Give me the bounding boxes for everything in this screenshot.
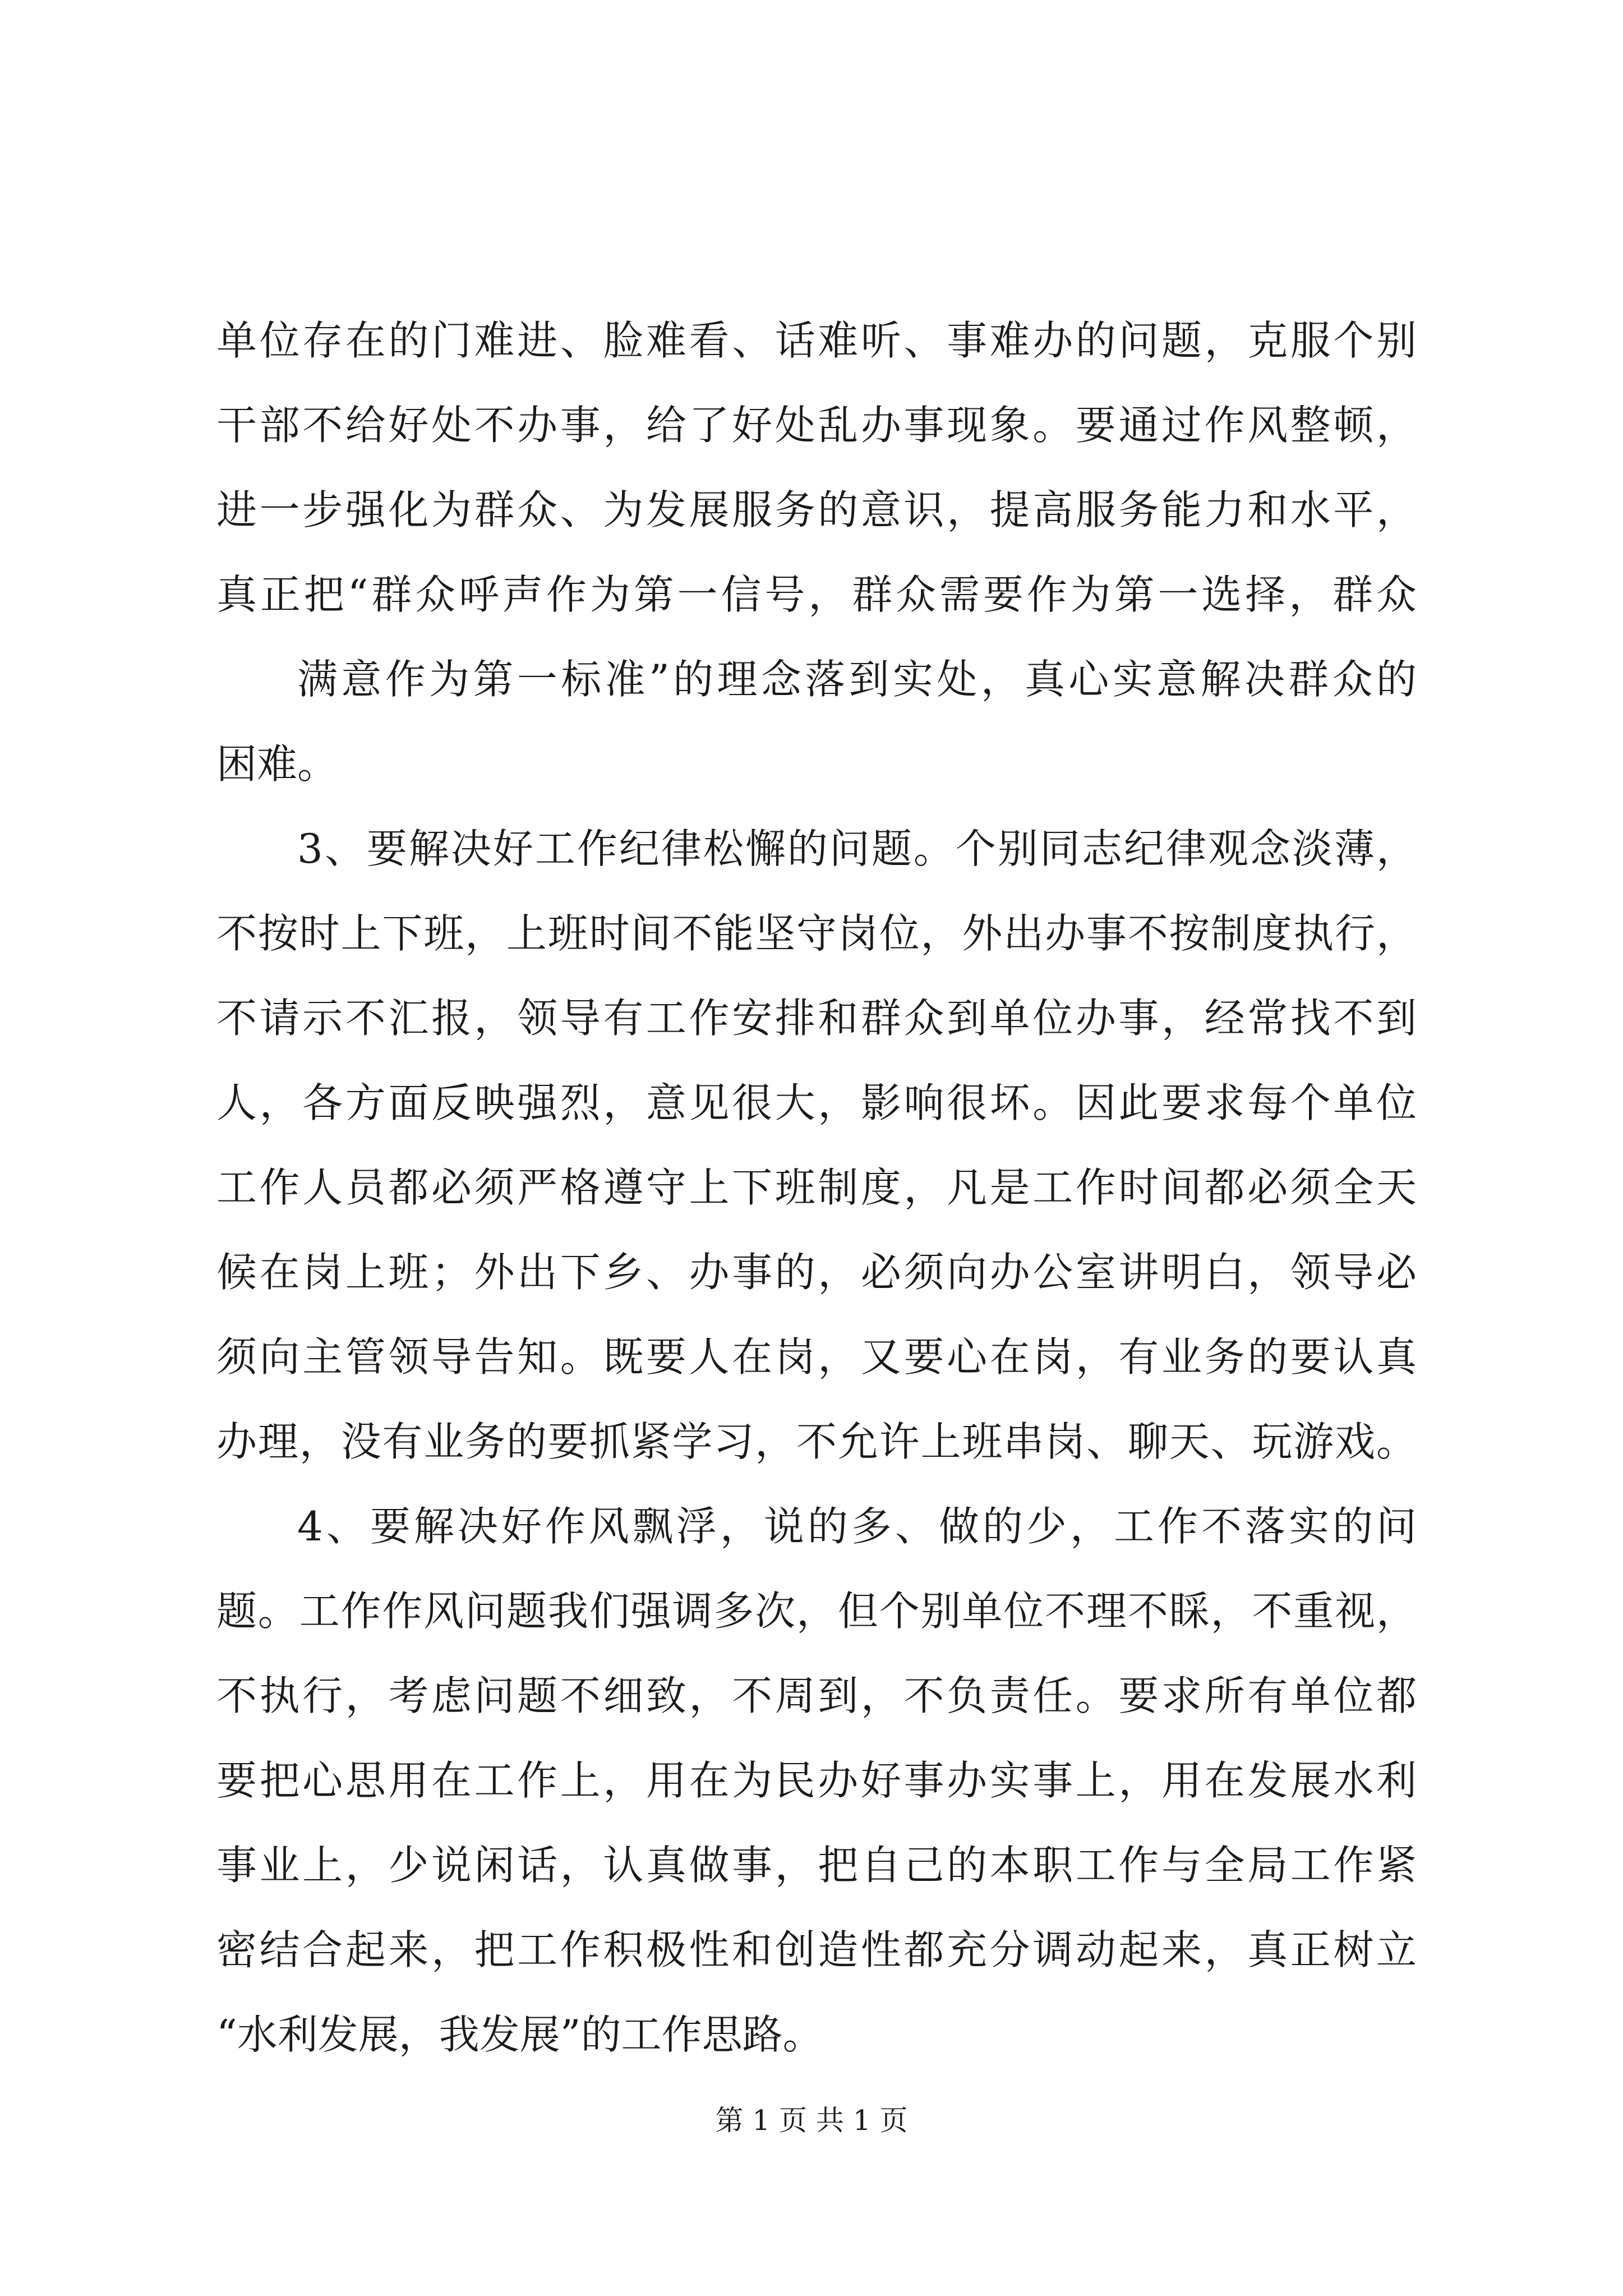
paragraph-line: 要把心思用在工作上，用在为民办好事办实事上，用在发展水利 (216, 1757, 1417, 1804)
paragraph-line: 真正把“群众呼声作为第一信号，群众需要作为第一选择，群众 (216, 571, 1417, 618)
page-footer: 第 1 页 共 1 页 (715, 2104, 908, 2137)
paragraph-line: 干部不给好处不办事，给了好处乱办事现象。要通过作风整顿， (216, 402, 1417, 449)
paragraph-line: 办理，没有业务的要抓紧学习，不允许上班串岗、聊天、玩游戏。 (216, 1418, 1417, 1465)
paragraph-line: 事业上，少说闲话，认真做事，把自己的本职工作与全局工作紧 (216, 1842, 1417, 1889)
paragraph-line: 须向主管领导告知。既要人在岗，又要心在岗，有业务的要认真 (216, 1333, 1417, 1381)
paragraph-line: 不请示不汇报，领导有工作安排和群众到单位办事，经常找不到 (216, 995, 1417, 1042)
paragraph-line: 不执行，考虑问题不细致，不周到，不负责任。要求所有单位都 (216, 1672, 1417, 1719)
paragraph-line: 4、要解决好作风飘浮，说的多、做的少，工作不落实的问 (297, 1503, 1417, 1550)
paragraph-line: 候在岗上班；外出下乡、办事的，必须向办公室讲明白，领导必 (216, 1249, 1417, 1296)
paragraph-line: 进一步强化为群众、为发展服务的意识，提高服务能力和水平， (216, 486, 1417, 533)
paragraph-line: 不按时上下班，上班时间不能坚守岗位，外出办事不按制度执行， (216, 910, 1417, 957)
paragraph-line: 单位存在的门难进、脸难看、话难听、事难办的问题，克服个别 (216, 317, 1417, 364)
paragraph-line: 人，各方面反映强烈，意见很大，影响很坏。因此要求每个单位 (216, 1079, 1417, 1126)
paragraph-line: 3、要解决好工作纪律松懈的问题。个别同志纪律观念淡薄， (297, 825, 1417, 872)
paragraph-line: 题。工作作风问题我们强调多次，但个别单位不理不睬，不重视， (216, 1588, 1417, 1635)
paragraph-line: 工作人员都必须严格遵守上下班制度，凡是工作时间都必须全天 (216, 1164, 1417, 1211)
paragraph-line: 困难。 (216, 740, 338, 788)
paragraph-line: 满意作为第一标准”的理念落到实处，真心实意解决群众的 (297, 656, 1417, 703)
paragraph-line: 密结合起来，把工作积极性和创造性都充分调动起来，真正树立 (216, 1926, 1417, 1973)
paragraph-line: “水利发展，我发展”的工作思路。 (216, 2011, 823, 2058)
